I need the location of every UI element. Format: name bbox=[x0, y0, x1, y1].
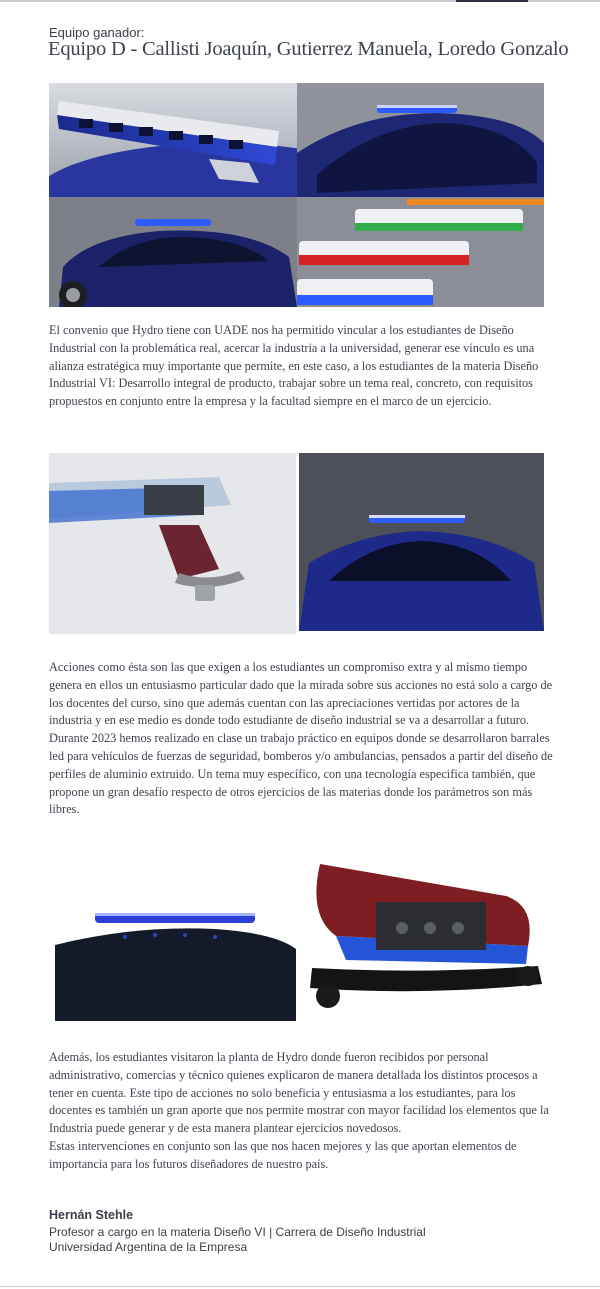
render-car-front-lightbar bbox=[299, 453, 544, 631]
page-title: Equipo D - Callisti Joaquín, Gutierrez Manuela, Loredo Gonzalo bbox=[48, 38, 569, 60]
paragraph-4: Además, los estudiantes visitaron la planta de Hydro donde fueron recibidos por personal administrativo, comercias y técnico quienes explicaron de manera detallada los distintos procesos a tener en cuenta. Este tipo de acciones no solo beneficia y entusiasma a los estudiantes, para los docentes es también un gran aporte que nos permite mostrar con mayor facilidad los elementos que la Industria puede generar y de esta manera plantear ejercicios novedosos. bbox=[49, 1050, 549, 1136]
paragraph-1: El convenio que Hydro tiene con UADE nos ha permitido vincular a los estudiantes de Diseño Industrial con la problemática real, acercar la industria a la universidad, generar ese vínculo es una alianza estratégica muy importante que permite, en este caso, a los estudiantes de la materia Diseño Industrial VI: Desarrollo integral de producto, trabajar sobre un tema real, concreto, con requisitos propuestos en conjunto entre la empresa y la facultad siempre en el marco de un ejercicio. bbox=[49, 323, 539, 409]
render-car-roof-night bbox=[55, 905, 296, 1021]
bottom-divider bbox=[0, 1286, 600, 1287]
intro-paragraph bbox=[49, 322, 554, 411]
paragraph-3: Durante 2023 hemos realizado en clase un trabajo práctico en equipos donde se desarrollaron barrales led para vehículos de fuerzas de seguridad, bomberos y/o ambulancias, pensados a partir del diseño de perfiles de aluminio extruido. Un tema muy específico, con una tecnología especifica también, que propone un gran desafío respecto de otros ejercicios de las materias donde los parámetros son más libres. bbox=[49, 731, 553, 817]
author-name: Hernán Stehle bbox=[49, 1208, 134, 1222]
render-lightbar-closeup bbox=[49, 83, 297, 197]
top-divider bbox=[0, 0, 600, 2]
render-lightbar-section bbox=[306, 856, 544, 1021]
winner-label: Equipo ganador: bbox=[49, 25, 145, 40]
paragraph-5: Estas intervenciones en conjunto son las que nos hacen mejores y las que aportan elementos de importancia para los futuros diseñadores de nuestro país. bbox=[49, 1138, 517, 1171]
render-car-roof-blue bbox=[297, 83, 544, 197]
author-role: Profesor a cargo en la materia Diseño VI | Carrera de Diseño Industrial bbox=[49, 1225, 426, 1239]
body-paragraphs-1 bbox=[49, 659, 554, 819]
render-lightbar-colors bbox=[297, 197, 544, 307]
paragraph-2: Acciones como ésta son las que exigen a los estudiantes un compromiso extra y al mismo tiempo genera en ellos un entusiasmo particular dado que la mirada sobre sus acciones no está solo a cargo de los docentes del curso, sino que además cuentan con las apreciaciones vertidas por actores de la industria y en ese medio es donde todo estudiante de diseño industrial se va a desarrollar a futuro. bbox=[49, 660, 553, 728]
render-mount-bracket bbox=[49, 453, 296, 634]
render-car-rear bbox=[49, 197, 297, 307]
body-paragraphs-2 bbox=[49, 1049, 554, 1174]
author-institution: Universidad Argentina de la Empresa bbox=[49, 1240, 248, 1254]
